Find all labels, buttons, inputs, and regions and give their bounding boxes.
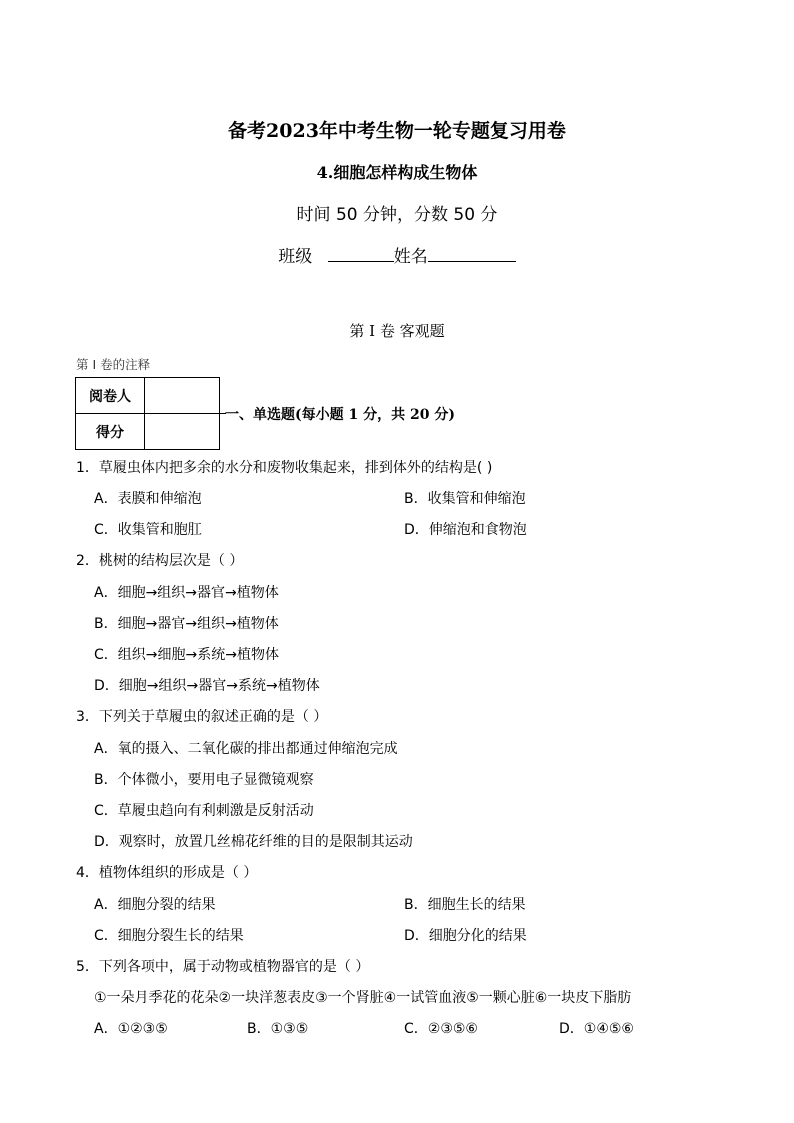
q2-option-a[interactable]: A．细胞→组织→器官→植物体 (94, 585, 279, 601)
q4-option-c[interactable]: C．细胞分裂生长的结果 (94, 928, 244, 944)
class-blank[interactable] (328, 245, 394, 262)
q2-option-c[interactable]: C．组织→细胞→系统→植物体 (94, 647, 279, 663)
chapter-title: 4.细胞怎样构成生物体 (316, 163, 478, 182)
q2-option-d[interactable]: D．细胞→组织→器官→系统→植物体 (94, 678, 320, 694)
q3-option-d[interactable]: D．观察时，放置几丝棉花纤维的目的是限制其运动 (94, 834, 413, 850)
section-title: 第 I 卷 客观题 (349, 322, 445, 340)
question-2-stem: 2．桃树的结构层次是（ ） (76, 553, 244, 569)
score-cell (145, 414, 220, 450)
q3-option-b[interactable]: B．个体微小，要用电子显微镜观察 (94, 772, 314, 788)
q5-option-d[interactable]: D．①④⑤⑥ (559, 1021, 634, 1037)
score-label: 得分 (76, 414, 145, 450)
q4-option-d[interactable]: D．细胞分化的结果 (404, 928, 527, 944)
paper-title: 备考2023年中考生物一轮专题复习用卷 (228, 120, 566, 142)
q1-option-b[interactable]: B．收集管和伸缩泡 (404, 491, 526, 507)
q3-option-c[interactable]: C．草履虫趋向有利刺激是反射活动 (94, 803, 314, 819)
q5-items: ①一朵月季花的花朵②一块洋葱表皮③一个肾脏④一试管血液⑤一颗心脏⑥一块皮下脂肪 (94, 990, 632, 1006)
question-3-stem: 3．下列关于草履虫的叙述正确的是（ ） (76, 709, 328, 725)
q5-option-b[interactable]: B．①③⑤ (247, 1021, 309, 1037)
section-note: 第 I 卷的注释 (76, 357, 151, 372)
name-label: 姓名 (393, 247, 428, 267)
q4-option-a[interactable]: A．细胞分裂的结果 (94, 897, 216, 913)
reviewer-label: 阅卷人 (76, 378, 145, 414)
part-heading: 一、单选题(每小题 1 分，共 20 分) (225, 407, 455, 423)
q1-option-d[interactable]: D．伸缩泡和食物泡 (404, 522, 527, 538)
reviewer-cell (145, 378, 220, 414)
time-score-line: 时间 50 分钟，分数 50 分 (296, 205, 498, 225)
question-4-stem: 4．植物体组织的形成是（ ） (76, 865, 258, 881)
class-name-line (0, 242, 794, 267)
q3-option-a[interactable]: A．氧的摄入、二氧化碳的排出都通过伸缩泡完成 (94, 741, 398, 757)
q1-option-c[interactable]: C．收集管和胞肛 (94, 522, 202, 538)
name-blank[interactable] (428, 245, 516, 262)
question-1-stem: 1．草履虫体内把多余的水分和废物收集起来，排到体外的结构是( ) (76, 460, 493, 476)
q5-option-c[interactable]: C．②③⑤⑥ (404, 1021, 478, 1037)
score-table (75, 377, 220, 450)
q1-option-a[interactable]: A．表膜和伸缩泡 (94, 491, 202, 507)
q5-option-a[interactable]: A．①②③⑤ (94, 1021, 168, 1037)
question-5-stem: 5．下列各项中，属于动物或植物器官的是（ ） (76, 959, 370, 975)
q2-option-b[interactable]: B．细胞→器官→组织→植物体 (94, 616, 279, 632)
q4-option-b[interactable]: B．细胞生长的结果 (404, 897, 526, 913)
class-label: 班级 (278, 247, 313, 267)
